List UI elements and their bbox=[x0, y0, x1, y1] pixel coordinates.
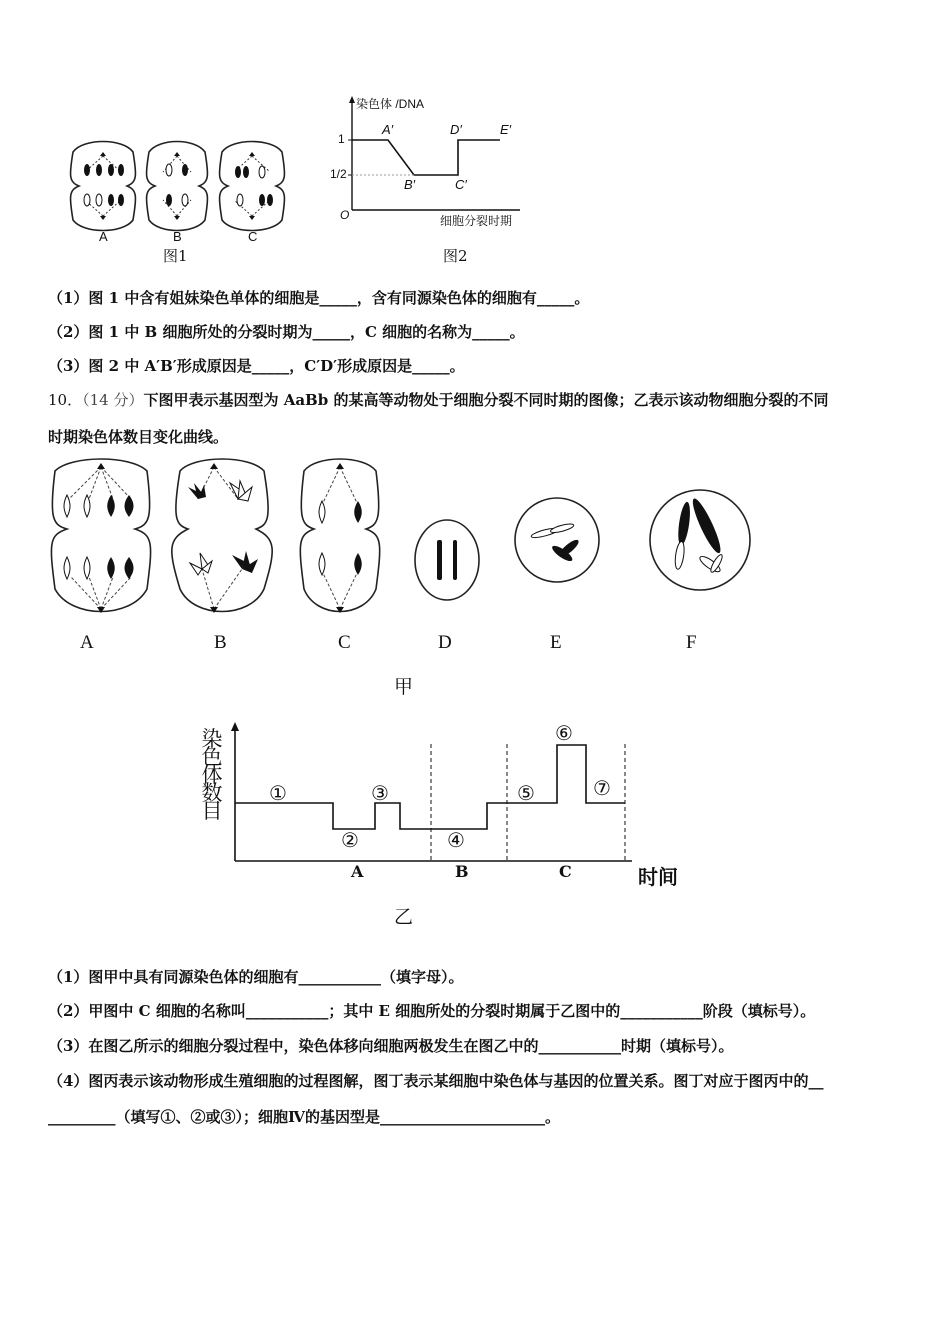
q10-genotype: AaBb bbox=[283, 391, 329, 409]
q9-part-3: （3）图 2 中 A′B′形成原因是_____，C′D′形成原因是_____。 bbox=[48, 357, 465, 375]
yi-phase-c: C bbox=[559, 862, 572, 881]
yi-segment-6: ⑥ bbox=[555, 721, 573, 745]
fig2-point-d: D′ bbox=[450, 122, 462, 137]
q10-number: 10． bbox=[48, 391, 83, 409]
fig1-label-b: B bbox=[173, 229, 182, 244]
fig2-point-e: E′ bbox=[500, 122, 512, 137]
jia-label-c: C bbox=[338, 632, 351, 653]
yi-y-axis-label bbox=[200, 727, 224, 823]
fig2-point-c: C′ bbox=[455, 177, 467, 192]
jia-caption: 甲 bbox=[394, 676, 414, 698]
yi-segment-5: ⑤ bbox=[517, 781, 535, 805]
q10-part-3: （3）在图乙所示的细胞分裂过程中，染色体移向细胞两极发生在图乙中的___________时期（填标号）。 bbox=[48, 1037, 734, 1055]
yi-phase-a: A bbox=[351, 862, 364, 881]
q10-stem-b: 的某高等动物处于细胞分裂不同时期的图像；乙表示该动物细胞分裂的不同 bbox=[328, 391, 829, 409]
yi-caption: 乙 bbox=[394, 906, 414, 928]
yi-segment-1: ① bbox=[269, 781, 287, 805]
q10-part-2: （2）甲图中 C 细胞的名称叫___________；其中 E 细胞所处的分裂时期属于乙图中的___________阶段（填标号）。 bbox=[48, 1002, 816, 1020]
jia-label-d: D bbox=[438, 632, 452, 653]
fig2-x-label: 细胞分裂时期 bbox=[440, 214, 513, 228]
fig2-origin: O bbox=[340, 208, 350, 222]
jia-label-e: E bbox=[550, 632, 562, 653]
jia-label-b: B bbox=[214, 632, 227, 653]
q10-part-4-line-2: _________（填写①、②或③）；细胞Ⅳ的基因型是______________________。 bbox=[48, 1108, 561, 1126]
yi-y-char-2: 色 bbox=[201, 745, 223, 769]
yi-y-char-4: 数 bbox=[201, 781, 223, 805]
q10-score: （14 分） bbox=[82, 391, 144, 409]
q10-part-4-line-1: （4）图丙表示该动物形成生殖细胞的过程图解，图丁表示某细胞中染色体与基因的位置关系。图丁对应于图丙中的__ bbox=[48, 1072, 824, 1090]
q10-part-1: （1）图甲中具有同源染色体的细胞有___________（填字母）。 bbox=[48, 968, 464, 986]
fig2-tick-1: 1 bbox=[338, 132, 345, 146]
jia-label-a: A bbox=[80, 632, 94, 653]
fig2-point-b: B′ bbox=[404, 177, 416, 192]
q10-stem-c: 时期染色体数目变化曲线。 bbox=[48, 428, 229, 446]
yi-y-char-3: 体 bbox=[201, 763, 223, 787]
yi-x-axis-label: 时间 bbox=[638, 865, 678, 889]
jia-label-f: F bbox=[686, 632, 697, 653]
fig1-label-c: C bbox=[248, 229, 258, 244]
fig2-y-label: 染色体 /DNA bbox=[356, 97, 425, 111]
yi-phase-b: B bbox=[455, 862, 469, 881]
fig1-label-a: A bbox=[99, 229, 108, 244]
q9-part-1: （1）图 1 中含有姐妹染色单体的细胞是_____，含有同源染色体的细胞有_____。 bbox=[48, 289, 590, 307]
yi-segment-7: ⑦ bbox=[593, 776, 611, 800]
yi-y-char-1: 染 bbox=[201, 727, 223, 751]
yi-segment-3: ③ bbox=[371, 781, 389, 805]
q10-stem-a: 下图甲表示基因型为 bbox=[143, 391, 284, 409]
fig2-point-a: A′ bbox=[382, 122, 394, 137]
fig1-caption: 图1 bbox=[163, 247, 188, 265]
fig2-caption: 图2 bbox=[443, 247, 468, 265]
q9-part-2: （2）图 1 中 B 细胞所处的分裂时期为_____，C 细胞的名称为_____。 bbox=[48, 323, 525, 341]
yi-segment-4: ④ bbox=[447, 828, 465, 852]
yi-curve bbox=[235, 745, 625, 829]
fig2-tick-half: 1/2 bbox=[330, 167, 347, 181]
yi-segment-2: ② bbox=[341, 828, 359, 852]
yi-y-char-5: 目 bbox=[201, 799, 223, 823]
